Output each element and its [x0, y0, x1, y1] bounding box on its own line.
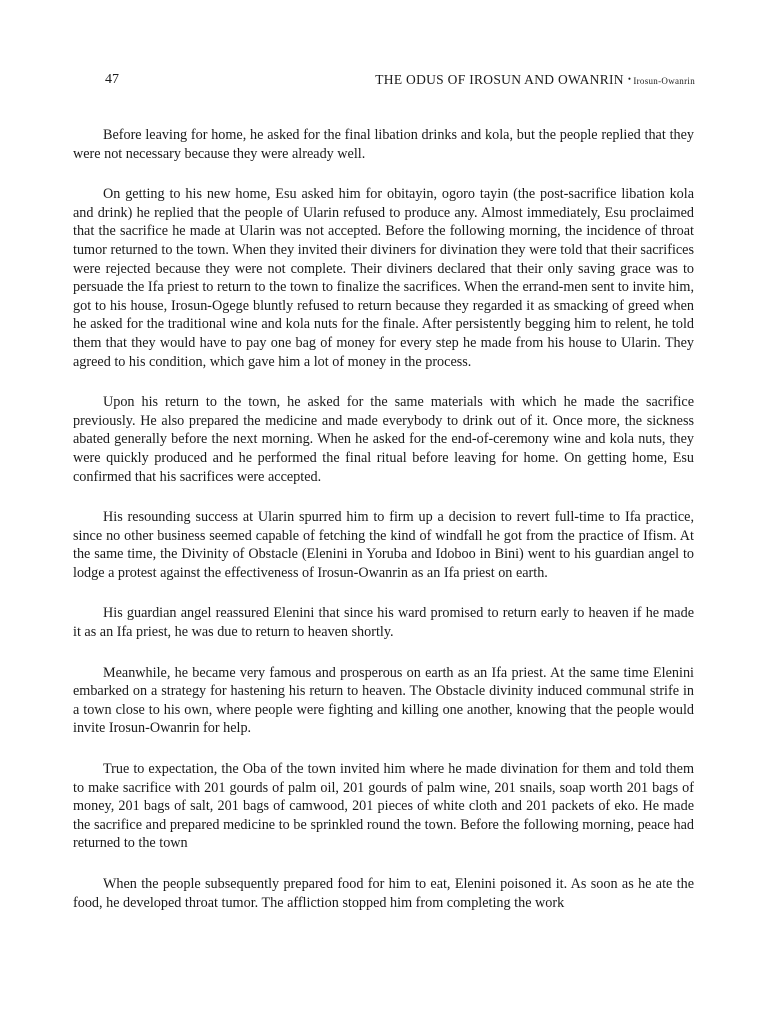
- section-name: Irosun-Owanrin: [633, 76, 695, 86]
- page-number: 47: [105, 72, 119, 87]
- paragraph-3: Upon his return to the town, he asked for the same materials with which he made the sacrifice previously. He also prepared the medicine and made everybody to drink out of it. Once more, the sickness abated generally before the next morning. When he asked for the end-of-ceremony wine and kola nuts, they were quickly produced and he performed the final ritual before leaving for home. On getting home, Esu confirmed that his sacrifices were accepted.: [73, 394, 694, 485]
- paragraph-2: On getting to his new home, Esu asked him for obitayin, ogoro tayin (the post-sacrifice libation kola and drink) he replied that the people of Ularin refused to produce any. Almost immediately, Esu proclaimed that the sacrifice he made at Ularin was not accepted. Before the following morning, the incidence of throat tumor returned to the town. When they invited their diviners for divination they were told that their sacrifices were rejected because they were not complete. Their diviners declared that their only saving grace was to persuade the Ifa priest to return to the town to finalize the sacrifices. When the errand-men sent to invite him, got to his house, Irosun-Ogege bluntly refused to return because they regarded it as smacking of greed when he asked for the traditional wine and kola nuts for the finale. After persistently begging him to relent, he told them that they would have to pay one bag of money for every step he made from his house to Ularin. They agreed to his condition, which gave him a lot of money in the process.: [73, 186, 694, 370]
- chapter-title: THE ODUS OF IROSUN AND OWANRIN: [375, 72, 624, 87]
- running-head: [375, 72, 695, 88]
- page-header: [105, 72, 695, 92]
- paragraph-4: His resounding success at Ularin spurred him to firm up a decision to revert full-time to Ifa practice, since no other business seemed capable of fetching the kind of windfall he got from the practice of Ifism. At the same time, the Divinity of Obstacle (Elenini in Yoruba and Idoboo in Bini) went to his guardian angel to lodge a protest against the effectiveness of Irosun-Owanrin as an Ifa priest on earth.: [73, 509, 694, 581]
- paragraph-5: His guardian angel reassured Elenini that since his ward promised to return early to heaven if he made it as an Ifa priest, he was due to return to heaven shortly.: [73, 605, 694, 641]
- paragraph-8: When the people subsequently prepared food for him to eat, Elenini poisoned it. As soon as he ate the food, he developed throat tumor. The affliction stopped him from completing the work: [73, 876, 694, 911]
- paragraph-6: Meanwhile, he became very famous and prosperous on earth as an Ifa priest. At the same time Elenini embarked on a strategy for hastening his return to heaven. The Obstacle divinity induced communal strife in a town close to his own, where people were fighting and killing one another, knowing that the people would invite Irosun-Owanrin for help.: [73, 664, 694, 737]
- paragraph-1: Before leaving for home, he asked for the final libation drinks and kola, but the people replied that they were not necessary because they were already well.: [73, 127, 694, 162]
- body-text: [73, 126, 694, 934]
- bullet-separator: •: [627, 74, 632, 84]
- paragraph-7: True to expectation, the Oba of the town invited him where he made divination for them and told them to make sacrifice with 201 gourds of palm oil, 201 gourds of palm wine, 201 snails, soap worth 201 bags of money, 201 bags of salt, 201 bags of camwood, 201 pieces of white cloth and 201 packets of eko. He made the sacrifice and prepared medicine to be sprinkled round the town. Before the following morning, peace had returned to the town: [73, 761, 694, 852]
